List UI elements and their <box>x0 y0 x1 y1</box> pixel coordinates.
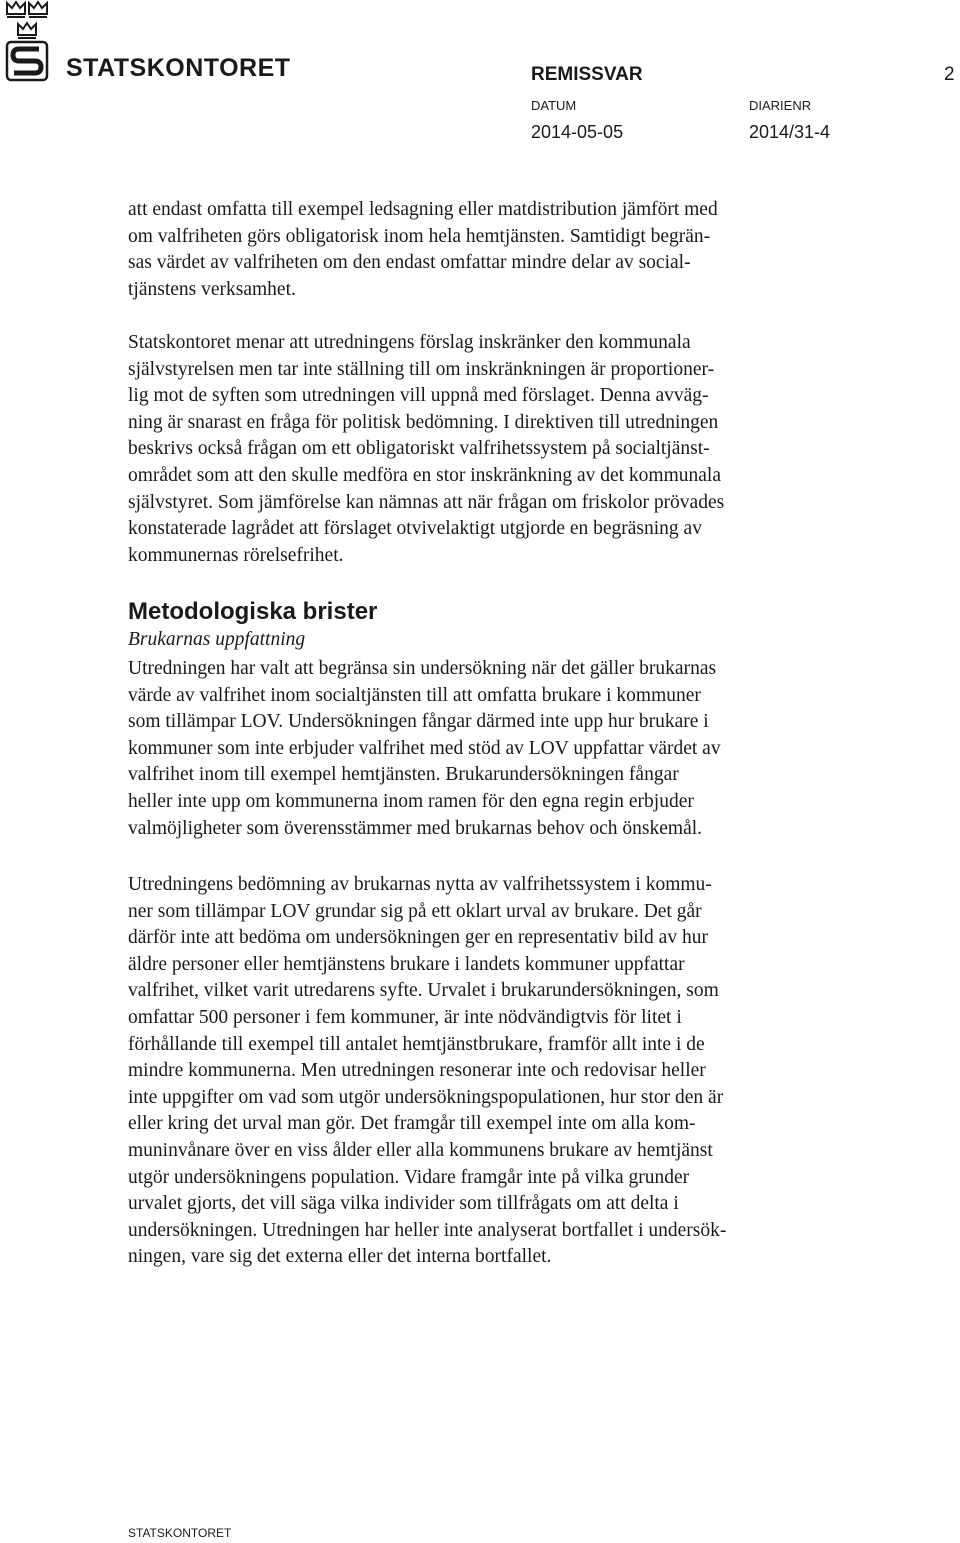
text-line: urvalet gjorts, det vill säga vilka individer som tillfrågats om att delta i <box>128 1193 679 1215</box>
s-emblem-icon <box>7 42 47 80</box>
text-line: kommunernas rörelsefrihet. <box>128 544 344 566</box>
text-line: att endast omfatta till exempel ledsagning eller matdistribution jämfört med <box>128 199 718 220</box>
text-line: självstyret. Som jämförelse kan nämnas att när frågan om friskolor prövades <box>128 491 725 513</box>
text-line: ning är snarast en fråga för politisk bedömning. I direktiven till utredningen <box>128 411 719 433</box>
text-line: förhållande till exempel till antalet hemtjänstbrukare, framför allt inte i de <box>128 1033 705 1055</box>
footer-brand: STATSKONTORET <box>128 1526 232 1540</box>
text-line: beskrivs också frågan om ett obligatoriskt valfrihetssystem på socialtjänst- <box>128 438 710 460</box>
page-number: 2 <box>944 64 955 85</box>
text-line: Utredningens bedömning av brukarnas nytta av valfrihetssystem i kommu- <box>128 874 712 895</box>
text-line: värde av valfrihet inom socialtjänsten till att omfatta brukare i kommuner <box>128 684 701 706</box>
text-line: valfrihet, vilket varit utredarens syfte. Urvalet i brukarundersökningen, som <box>128 980 719 1002</box>
text-line: kommuner som inte erbjuder valfrihet med stöd av LOV uppfattar värdet av <box>128 737 721 759</box>
text-line: utgör undersökningens population. Vidare framgår inte på vilka grunder <box>128 1166 690 1188</box>
section-subheading: Brukarnas uppfattning <box>128 629 306 650</box>
text-line: om valfriheten görs obligatorisk inom hela hemtjänsten. Samtidigt begrän- <box>128 225 711 247</box>
document-type: REMISSVAR <box>531 64 643 85</box>
text-line: tjänstens verksamhet. <box>128 278 296 300</box>
text-line: därför inte att bedöma om undersökningen ger en representativ bild av hur <box>128 927 708 949</box>
text-line: undersökningen. Utredningen har heller inte analyserat bortfallet i undersök- <box>128 1219 727 1241</box>
text-line: inte uppgifter om vad som utgör undersökningspopulationen, hur stor den är <box>128 1086 724 1108</box>
text-line: Statskontoret menar att utredningens förslag inskränker den kommunala <box>128 332 691 353</box>
date-label: DATUM <box>531 98 577 113</box>
text-line: självstyrelsen men tar inte ställning till om inskränkningen är proportioner- <box>128 358 715 380</box>
text-line: äldre personer eller hemtjänstens brukare i landets kommuner uppfattar <box>128 953 685 975</box>
text-line: eller kring det urval man gör. Det framgår till exempel inte om alla kom- <box>128 1113 696 1135</box>
text-line: konstaterade lagrådet att förslaget otvivelaktigt utgjorde en begräsning av <box>128 518 702 540</box>
text-line: omfattar 500 personer i fem kommuner, är inte nödvändigtvis för litet i <box>128 1006 682 1028</box>
date-value: 2014-05-05 <box>531 122 624 142</box>
paragraph-4 <box>128 872 848 1271</box>
section-heading: Metodologiska brister <box>128 598 378 625</box>
text-line: valmöjligheter som överensstämmer med brukarnas behov och önskemål. <box>128 817 703 839</box>
text-line: som tillämpar LOV. Undersökningen fångar därmed inte upp hur brukare i <box>128 711 709 733</box>
three-crowns-icon <box>7 2 47 38</box>
text-line: lig mot de syften som utredningen vill uppnå med förslaget. Denna avväg- <box>128 385 709 407</box>
text-line: ningen, vare sig det externa eller det interna bortfallet. <box>128 1246 552 1268</box>
text-line: mindre kommunerna. Men utredningen resonerar inte och redovisar heller <box>128 1060 706 1082</box>
text-line: sas värdet av valfriheten om den endast omfattar mindre delar av social- <box>128 252 691 274</box>
brand-name: STATSKONTORET <box>66 54 291 82</box>
paragraph-2 <box>128 330 848 569</box>
reference-label: DIARIENR <box>749 98 812 113</box>
text-line: valfrihet inom till exempel hemtjänsten. Brukarundersökningen fångar <box>128 764 679 786</box>
text-line: heller inte upp om kommunerna inom ramen för den egna regin erbjuder <box>128 790 694 812</box>
reference-value: 2014/31-4 <box>749 122 831 142</box>
text-line: ner som tillämpar LOV grundar sig på ett oklart urval av brukare. Det går <box>128 900 702 922</box>
paragraph-3 <box>128 656 848 842</box>
paragraph-1 <box>128 197 848 303</box>
text-line: Utredningen har valt att begränsa sin undersökning när det gäller brukarnas <box>128 658 717 679</box>
text-line: området som att den skulle medföra en stor inskränkning av det kommunala <box>128 464 721 486</box>
text-line: muninvånare över en viss ålder eller alla kommunens brukare av hemtjänst <box>128 1139 713 1161</box>
